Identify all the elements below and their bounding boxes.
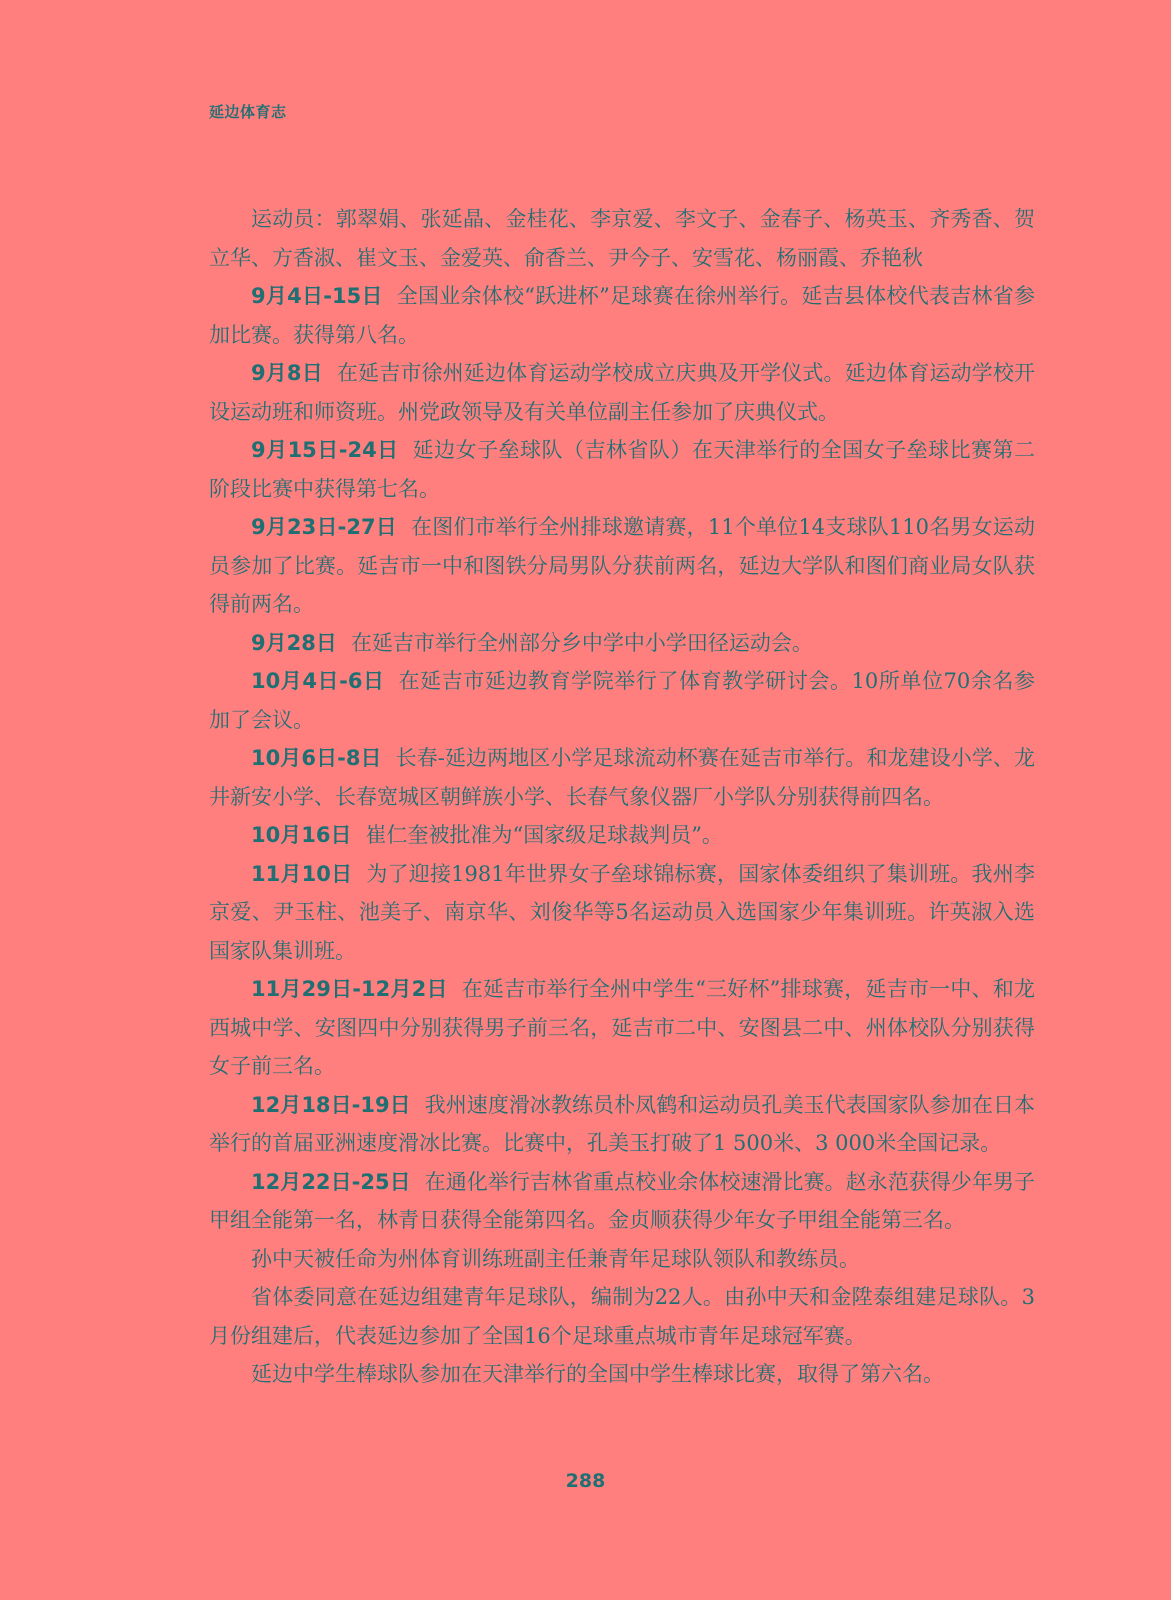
entry-paragraph xyxy=(209,855,1035,971)
entry-text: 延边女子垒球队（吉林省队）在天津举行的全国女子垒球比赛第二阶段比赛中获得第七名。 xyxy=(209,438,1035,501)
entry-paragraph xyxy=(209,1355,1035,1394)
entry-date: 9月28日 xyxy=(251,630,337,655)
entry-paragraph xyxy=(209,1086,1035,1163)
entry-text: 在延吉市举行全州部分乡中学中小学田径运动会。 xyxy=(350,630,813,655)
entry-date: 11月29日-12月2日 xyxy=(251,977,448,1001)
entry-paragraph xyxy=(209,970,1035,1086)
entry-text: 在延吉市徐州延边体育运动学校成立庆典及开学仪式。延边体育运动学校开设运动班和师资班。州党政领导及有关单位副主任参加了庆典仪式。 xyxy=(209,361,1035,424)
entry-paragraph xyxy=(209,354,1035,431)
entry-text: 在延吉市延边教育学院举行了体育教学研讨会。10所单位70余名参加了会议。 xyxy=(209,669,1035,732)
entry-date: 10月6日-8日 xyxy=(251,746,382,770)
entry-paragraph xyxy=(209,624,1035,663)
entry-text: 在图们市举行全州排球邀请赛，11个单位14支球队110名男女运动员参加了比赛。延吉市一中和图铁分局男队分获前两名，延边大学队和图们商业局女队获得前两名。 xyxy=(209,515,1035,616)
entry-paragraph xyxy=(209,816,1035,855)
entry-text: 在通化举行吉林省重点校业余体校速滑比赛。赵永范获得少年男子甲组全能第一名，林青日获得全能第四名。金贞顺获得少年女子甲组全能第三名。 xyxy=(209,1169,1035,1232)
entry-text: 省体委同意在延边组建青年足球队，编制为22人。由孙中天和金陞泰组建足球队。3月份组建后，代表延边参加了全国16个足球重点城市青年足球冠军赛。 xyxy=(209,1285,1035,1348)
entry-date: 12月18日-19日 xyxy=(251,1092,411,1117)
page-number: 288 xyxy=(565,1470,606,1492)
entry-paragraph xyxy=(209,431,1035,508)
entry-text: 崔仁奎被批准为“国家级足球裁判员”。 xyxy=(365,823,723,847)
entry-date: 11月10日 xyxy=(251,861,353,886)
entry-date: 9月8日 xyxy=(251,361,323,385)
entry-text: 运动员：郭翠娟、张延晶、金桂花、李京爱、李文子、金春子、杨英玉、齐秀香、贺立华、方香淑、崔文玉、金爱英、俞香兰、尹今子、安雪花、杨丽霞、乔艳秋 xyxy=(209,207,1035,270)
entry-text: 延边中学生棒球队参加在天津举行的全国中学生棒球比赛，取得了第六名。 xyxy=(251,1362,944,1386)
entry-paragraph xyxy=(209,277,1035,354)
entry-date: 9月15日-24日 xyxy=(251,438,399,462)
entry-paragraph xyxy=(209,508,1035,624)
entry-paragraph xyxy=(209,200,1035,277)
entry-date: 9月23日-27日 xyxy=(251,515,397,539)
chronicle-body xyxy=(209,200,1035,1394)
entry-paragraph xyxy=(209,1163,1035,1240)
entry-text: 全国业余体校“跃进杯”足球赛在徐州举行。延吉县体校代表吉林省参加比赛。获得第八名。 xyxy=(209,284,1035,347)
running-header: 延边体育志 xyxy=(209,103,287,121)
entry-text: 为了迎接1981年世界女子垒球锦标赛，国家体委组织了集训班。我州李京爱、尹玉柱、池美子、南京华、刘俊华等5名运动员入选国家少年集训班。许英淑入选国家队集训班。 xyxy=(209,861,1035,963)
entry-text: 长春-延边两地区小学足球流动杯赛在延吉市举行。和龙建设小学、龙井新安小学、长春宽城区朝鲜族小学、长春气象仪器厂小学队分别获得前四名。 xyxy=(209,746,1035,809)
entry-text: 在延吉市举行全州中学生“三好杯”排球赛，延吉市一中、和龙西城中学、安图四中分别获得男子前三名，延吉市二中、安图县二中、州体校队分别获得女子前三名。 xyxy=(209,977,1035,1078)
entry-paragraph xyxy=(209,1240,1035,1279)
entry-paragraph xyxy=(209,662,1035,739)
entry-date: 10月16日 xyxy=(251,823,352,847)
entry-paragraph xyxy=(209,739,1035,816)
entry-date: 12月22日-25日 xyxy=(251,1169,411,1194)
entry-text: 孙中天被任命为州体育训练班副主任兼青年足球队领队和教练员。 xyxy=(251,1246,860,1271)
entry-date: 9月4日-15日 xyxy=(251,284,383,308)
entry-date: 10月4日-6日 xyxy=(251,669,385,693)
entry-text: 我州速度滑冰教练员朴凤鹤和运动员孔美玉代表国家队参加在日本举行的首届亚洲速度滑冰比赛。比赛中，孔美玉打破了1 500米、3 000米全国记录。 xyxy=(209,1092,1035,1155)
entry-paragraph xyxy=(209,1278,1035,1355)
